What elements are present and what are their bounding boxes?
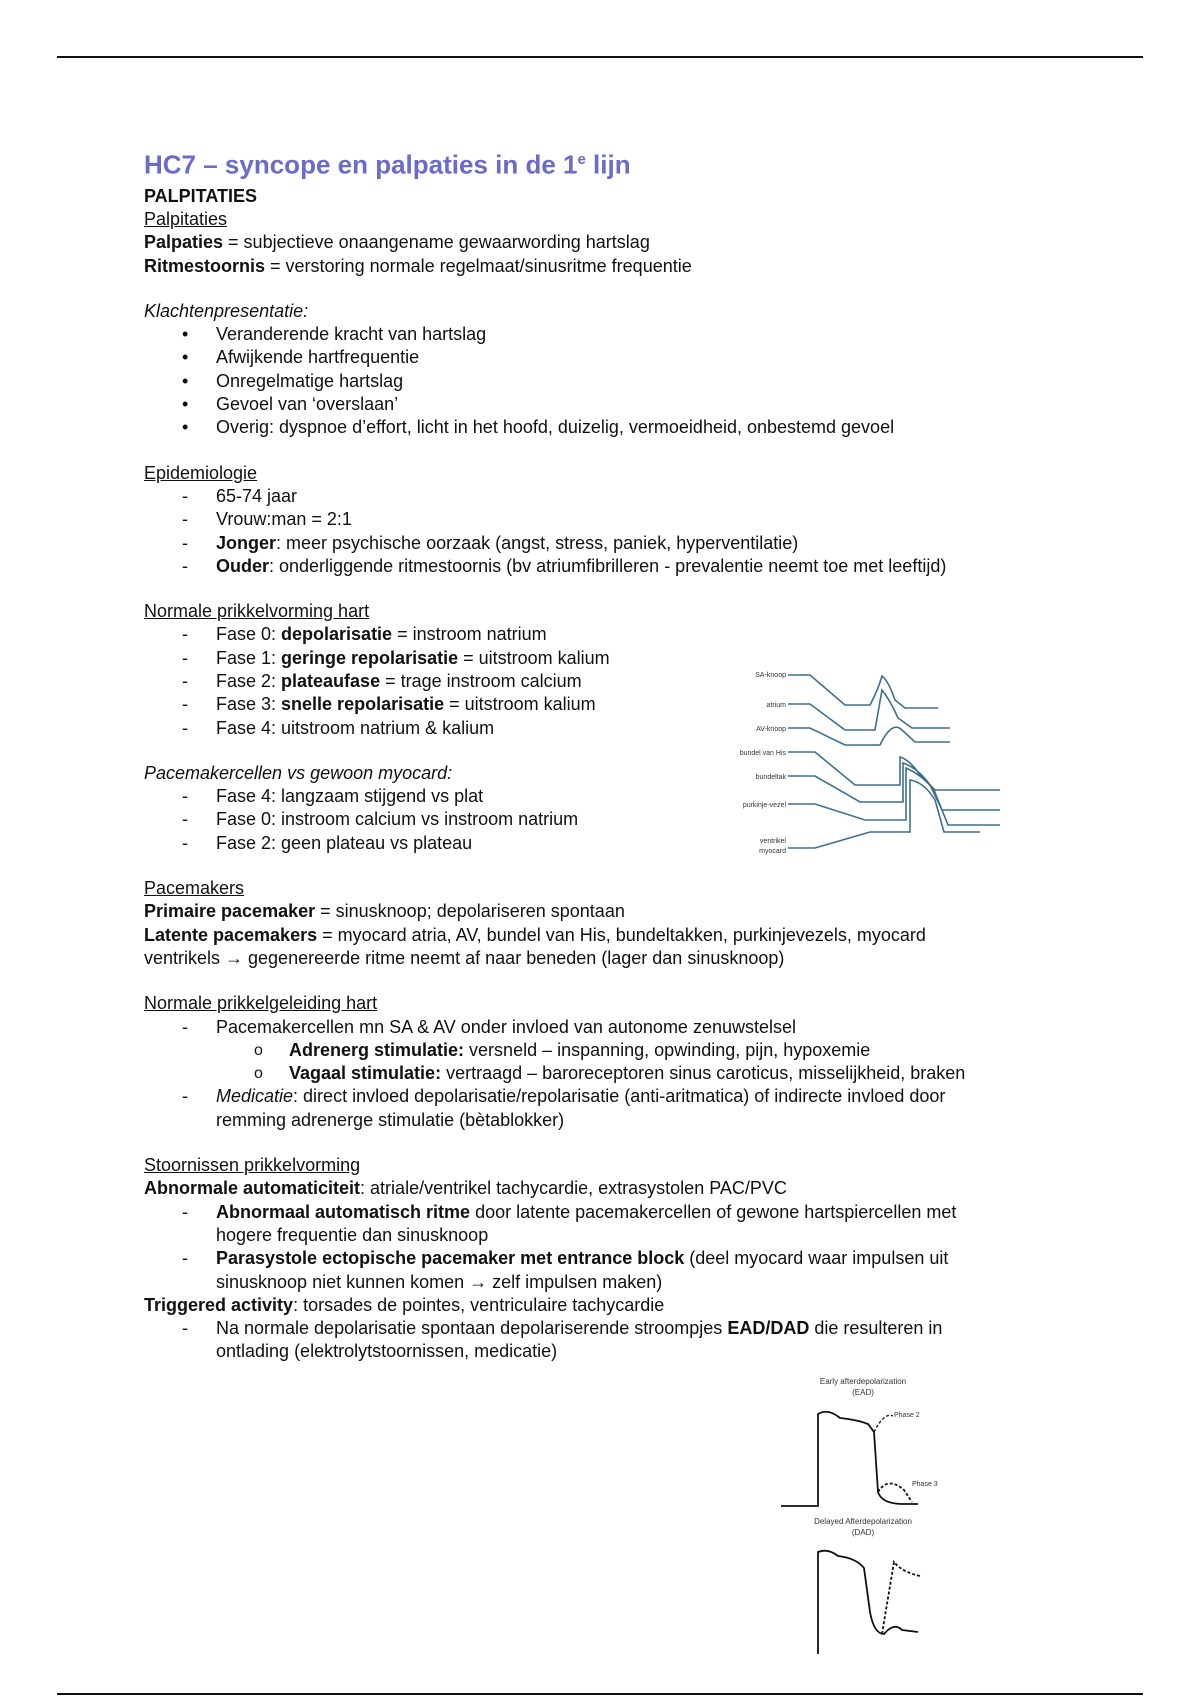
ead-dad-figure xyxy=(778,1372,948,1660)
list-item: o Adrenerg stimulatie: versneld – inspanning, opwinding, pijn, hypoxemie xyxy=(144,1039,1064,1062)
section-heading: PALPITATIES xyxy=(144,185,258,206)
list-item: - Jonger: meer psychische oorzaak (angst, stress, paniek, hyperventilatie) xyxy=(144,532,1064,555)
palpitaties-heading: Palpitaties xyxy=(144,208,228,229)
action-potential-svg xyxy=(720,660,1010,860)
top-rule xyxy=(57,56,1143,58)
ead-subtitle: (EAD) xyxy=(852,1388,874,1397)
pacemakers-heading: Pacemakers xyxy=(144,878,245,899)
prikkelvorming-heading: Normale prikkelvorming hart xyxy=(144,601,370,622)
ead-title: Early afterdepolarization xyxy=(819,1377,907,1386)
latente-pacemakers: Latente pacemakers = myocard atria, AV, bundel van His, bundeltakken, purkinjevezels, myocard xyxy=(144,924,926,945)
label-sa-knoop: SA-knoop xyxy=(755,672,786,679)
list-item: • Afwijkende hartfrequentie xyxy=(144,346,1064,369)
geleiding-list-2 xyxy=(144,1085,1064,1132)
list-item: • Overig: dyspnoe d’effort, licht in het hoofd, duizelig, vermoeidheid, onbestemd gevoel xyxy=(144,416,1064,439)
klachten-list xyxy=(144,323,1064,439)
dad-curve xyxy=(818,1551,920,1654)
list-item: • Gevoel van ‘overslaan’ xyxy=(144,393,1064,416)
list-item: - Vrouw:man = 2:1 xyxy=(144,508,1064,531)
list-item: - Ouder: onderliggende ritmestoornis (bv atriumfibrilleren - prevalentie neemt toe met leeftijd) xyxy=(144,555,1064,578)
geleiding-list xyxy=(144,1016,1064,1039)
label-his: bundel van His xyxy=(739,750,786,757)
pacemakercellen-heading: Pacemakercellen vs gewoon myocard: xyxy=(144,762,453,783)
action-potential-curves xyxy=(788,675,1000,848)
klachten-heading: Klachtenpresentatie: xyxy=(144,300,309,321)
action-potential-figure xyxy=(720,660,1010,860)
curve-sa xyxy=(788,675,938,708)
label-myocard: myocard xyxy=(759,848,786,855)
curve-his xyxy=(788,752,1000,790)
list-item: - Fase 2: plateaufase = trage instroom calcium xyxy=(144,670,1064,693)
phase2-label: Phase 2 xyxy=(894,1412,920,1419)
list-item: - Fase 2: geen plateau vs plateau xyxy=(144,832,1064,855)
list-item: o Vagaal stimulatie: vertraagd – baroreceptoren sinus caroticus, misselijkheid, braken xyxy=(144,1062,1064,1085)
ead-curve xyxy=(781,1412,918,1506)
epidemiologie-heading: Epidemiologie xyxy=(144,462,258,483)
list-item: - Na normale depolarisatie spontaan depolariserende stroompjes EAD/DAD die resulteren in ontlading (elektrolytstoornissen, medicatie) xyxy=(144,1317,1064,1364)
label-av-knoop: AV-knoop xyxy=(756,726,786,733)
list-item: - Fase 0: instroom calcium vs instroom natrium xyxy=(144,808,1064,831)
bottom-rule xyxy=(57,1693,1143,1695)
primaire-pacemaker: Primaire pacemaker = sinusknoop; depolariseren spontaan xyxy=(144,901,625,922)
stoornissen-heading: Stoornissen prikkelvorming xyxy=(144,1155,361,1176)
label-bundeltak: bundeltak xyxy=(755,774,786,781)
phase3-label: Phase 3 xyxy=(912,1481,938,1488)
ead-dad-svg xyxy=(778,1372,948,1660)
epidemiologie-list xyxy=(144,485,1064,578)
list-item: - Fase 0: depolarisatie = instroom natrium xyxy=(144,623,1064,646)
list-item: - Fase 1: geringe repolarisatie = uitstroom kalium xyxy=(144,647,1064,670)
curve-purkinje xyxy=(788,768,1000,825)
list-item: • Veranderende kracht van hartslag xyxy=(144,323,1064,346)
abnormale-automaticiteit: Abnormale automaticiteit: atriale/ventrikel tachycardie, extrasystolen PAC/PVC xyxy=(144,1178,787,1199)
curve-atrium xyxy=(788,690,950,730)
geleiding-heading: Normale prikkelgeleiding hart xyxy=(144,993,378,1014)
list-item: - Parasystole ectopische pacemaker met entrance block (deel myocard waar impulsen uit sinusknoop niet kunnen komen → zelf impulsen maken) xyxy=(144,1247,1064,1294)
curve-bundeltak xyxy=(788,763,1000,810)
definition-palpaties: Palpaties = subjectieve onaangename gewaarwording hartslag xyxy=(144,232,650,253)
label-ventrikel: ventrikel xyxy=(759,838,786,845)
list-item: • Onregelmatige hartslag xyxy=(144,370,1064,393)
triggered-list xyxy=(144,1317,1064,1364)
label-purkinje: purkinje-vezel xyxy=(742,802,786,809)
triggered-activity: Triggered activity: torsades de pointes, ventriculaire tachycardie xyxy=(144,1294,665,1315)
definition-ritmestoornis: Ritmestoornis = verstoring normale regelmaat/sinusritme frequentie xyxy=(144,255,692,276)
list-item: - Abnormaal automatisch ritme door latente pacemakercellen of gewone hartspiercellen met hogere frequentie dan sinusknoop xyxy=(144,1201,1064,1248)
list-item: - 65-74 jaar xyxy=(144,485,1064,508)
list-item: - Fase 4: uitstroom natrium & kalium xyxy=(144,717,1064,740)
stoornissen-list xyxy=(144,1201,1064,1294)
latente-pacemakers-cont: ventrikels → gegenereerde ritme neemt af naar beneden (lager dan sinusknoop) xyxy=(144,947,785,968)
list-item: - Medicatie: direct invloed depolarisatie/repolarisatie (anti-aritmatica) of indirecte invloed door remming adrenerge stimulatie (bètablokker) xyxy=(144,1085,1064,1132)
geleiding-sublist xyxy=(144,1039,1064,1086)
dad-title: Delayed Afterdepolarization xyxy=(814,1517,912,1526)
list-item: - Fase 4: langzaam stijgend vs plat xyxy=(144,785,1064,808)
list-item: - Fase 3: snelle repolarisatie = uitstroom kalium xyxy=(144,693,1064,716)
label-atrium: atrium xyxy=(766,702,786,709)
page-title: HC7 – syncope en palpaties in de 1e lijn xyxy=(144,149,631,180)
dad-subtitle: (DAD) xyxy=(851,1528,875,1537)
list-item: - Pacemakercellen mn SA & AV onder invloed van autonome zenuwstelsel xyxy=(144,1016,1064,1039)
